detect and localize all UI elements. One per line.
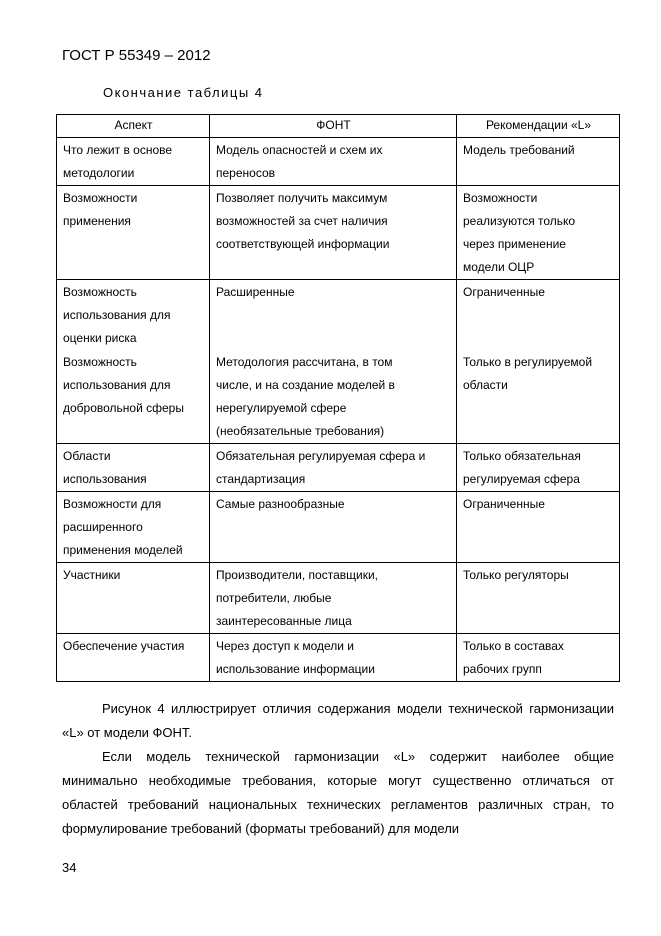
cell-recommendation: Только регуляторы	[457, 563, 620, 634]
cell-aspect: Участники	[57, 563, 210, 634]
cell-font: Расширенные	[210, 280, 457, 351]
cell-font: Через доступ к модели и использование информации	[210, 634, 457, 682]
table-row	[57, 563, 620, 634]
cell-aspect: Возможности для расширенного применения моделей	[57, 492, 210, 563]
cell-recommendation: Только обязательная регулируемая сфера	[457, 444, 620, 492]
cell-font: Методология рассчитана, в том числе, и на создание моделей в нерегулируемой сфере (необязательные требования)	[210, 350, 457, 444]
document-code: ГОСТ Р 55349 – 2012	[62, 47, 211, 64]
cell-aspect: Области использования	[57, 444, 210, 492]
column-header-recommendations: Рекомендации «L»	[457, 115, 620, 138]
cell-recommendation: Ограниченные	[457, 492, 620, 563]
cell-recommendation: Ограниченные	[457, 280, 620, 351]
table-row	[57, 280, 620, 351]
cell-aspect: Возможность использования для оценки риска	[57, 280, 210, 351]
comparison-table	[56, 114, 620, 682]
cell-aspect: Возможность использования для добровольной сферы	[57, 350, 210, 444]
table-row	[57, 634, 620, 682]
body-paragraph-1: Рисунок 4 иллюстрирует отличия содержания модели технической гармонизации «L» от модели ФОНТ.	[62, 701, 614, 740]
table-row	[57, 186, 620, 280]
cell-font: Обязательная регулируемая сфера и стандартизация	[210, 444, 457, 492]
cell-recommendation: Только в составах рабочих групп	[457, 634, 620, 682]
table-row	[57, 138, 620, 186]
table-row	[57, 350, 620, 444]
cell-aspect: Возможности применения	[57, 186, 210, 280]
cell-recommendation: Модель требований	[457, 138, 620, 186]
table-row	[57, 444, 620, 492]
column-header-font: ФОНТ	[210, 115, 457, 138]
table-header-row	[57, 115, 620, 138]
cell-font: Модель опасностей и схем их переносов	[210, 138, 457, 186]
cell-recommendation: Только в регулируемой области	[457, 350, 620, 444]
cell-font: Самые разнообразные	[210, 492, 457, 563]
table-row	[57, 492, 620, 563]
cell-aspect: Обеспечение участия	[57, 634, 210, 682]
cell-recommendation: Возможности реализуются только через применение модели ОЦР	[457, 186, 620, 280]
cell-aspect: Что лежит в основе методологии	[57, 138, 210, 186]
page-number: 34	[62, 860, 77, 875]
column-header-aspect: Аспект	[57, 115, 210, 138]
cell-font: Производители, поставщики, потребители, любые заинтересованные лица	[210, 563, 457, 634]
body-paragraph-2: Если модель технической гармонизации «L» содержит наиболее общие минимально необходимые требования, которые могут существенно отличаться от областей требований национальных технических регламентов различных стран, то формулирование требований (форматы требований) для модели	[62, 749, 614, 836]
cell-font: Позволяет получить максимум возможностей за счет наличия соответствующей информации	[210, 186, 457, 280]
table-caption: Окончание таблицы 4	[103, 85, 264, 100]
